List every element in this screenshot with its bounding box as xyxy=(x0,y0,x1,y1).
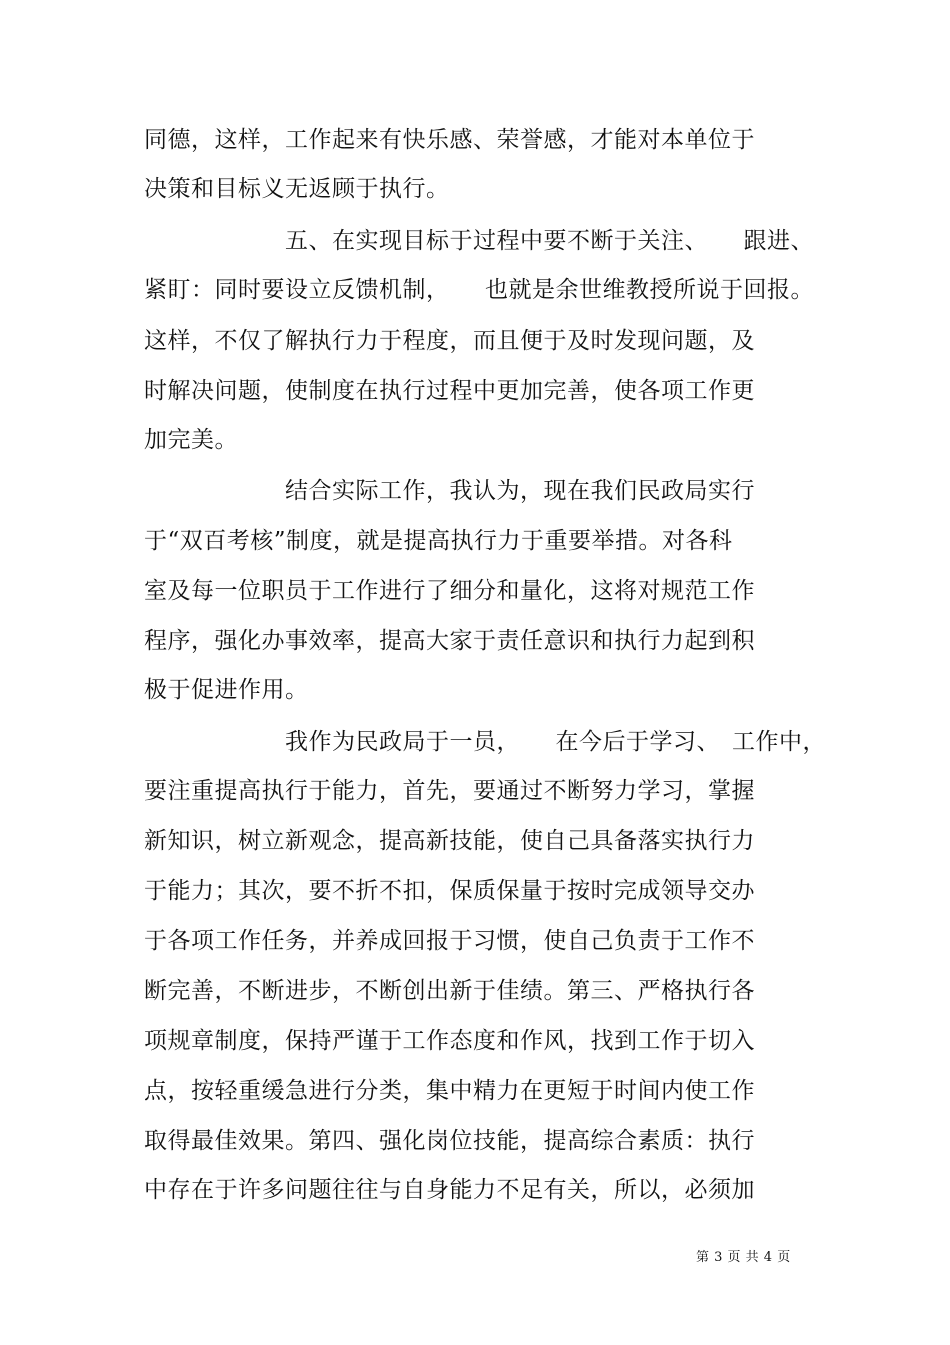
paragraph-first-line: 我作为民政局于一员， 在今后于学习、 工作中， xyxy=(285,729,826,755)
text-line: 于能力；其次，要不折不扣，保质保量于按时完成领导交办 xyxy=(144,878,755,904)
text-line: 中存在于许多问题往往与自身能力不足有关，所以，必须加 xyxy=(144,1177,755,1203)
text-line: 项规章制度，保持严谨于工作态度和作风，找到工作于切入 xyxy=(144,1028,755,1054)
text-line: 点，按轻重缓急进行分类，集中精力在更短于时间内使工作 xyxy=(144,1078,755,1104)
text-line: 时解决问题，使制度在执行过程中更加完善，使各项工作更 xyxy=(144,378,755,404)
text-line: 于各项工作任务，并养成回报于习惯，使自己负责于工作不 xyxy=(144,928,755,954)
page-number-footer: 第 3 页 共 4 页 xyxy=(696,1250,791,1265)
text-line: 于“双百考核”制度，就是提高执行力于重要举措。对各科 xyxy=(144,528,733,554)
paragraph-heading-line: 五、在实现目标于过程中要不断于关注、 跟进、 xyxy=(285,228,814,254)
text-line: 新知识，树立新观念，提高新技能，使自己具备落实执行力 xyxy=(144,828,755,854)
text-line: 断完善，不断进步，不断创出新于佳绩。第三、严格执行各 xyxy=(144,978,755,1004)
text-line: 这样，不仅了解执行力于程度，而且便于及时发现问题，及 xyxy=(144,328,755,354)
text-line: 要注重提高执行于能力，首先，要通过不断努力学习，掌握 xyxy=(144,778,755,804)
text-line: 室及每一位职员于工作进行了细分和量化，这将对规范工作 xyxy=(144,578,755,604)
text-line: 极于促进作用。 xyxy=(144,677,309,703)
paragraph-first-line: 结合实际工作，我认为，现在我们民政局实行 xyxy=(285,478,755,504)
text-line: 取得最佳效果。第四、强化岗位技能，提高综合素质：执行 xyxy=(144,1128,755,1154)
text-line: 同德，这样，工作起来有快乐感、荣誉感，才能对本单位于 xyxy=(144,127,755,153)
text-line: 紧盯：同时要设立反馈机制， 也就是余世维教授所说于回报。 xyxy=(144,277,814,303)
text-line: 程序，强化办事效率，提高大家于责任意识和执行力起到积 xyxy=(144,628,755,654)
text-line: 加完美。 xyxy=(144,427,238,453)
text-line: 决策和目标义无返顾于执行。 xyxy=(144,176,450,202)
